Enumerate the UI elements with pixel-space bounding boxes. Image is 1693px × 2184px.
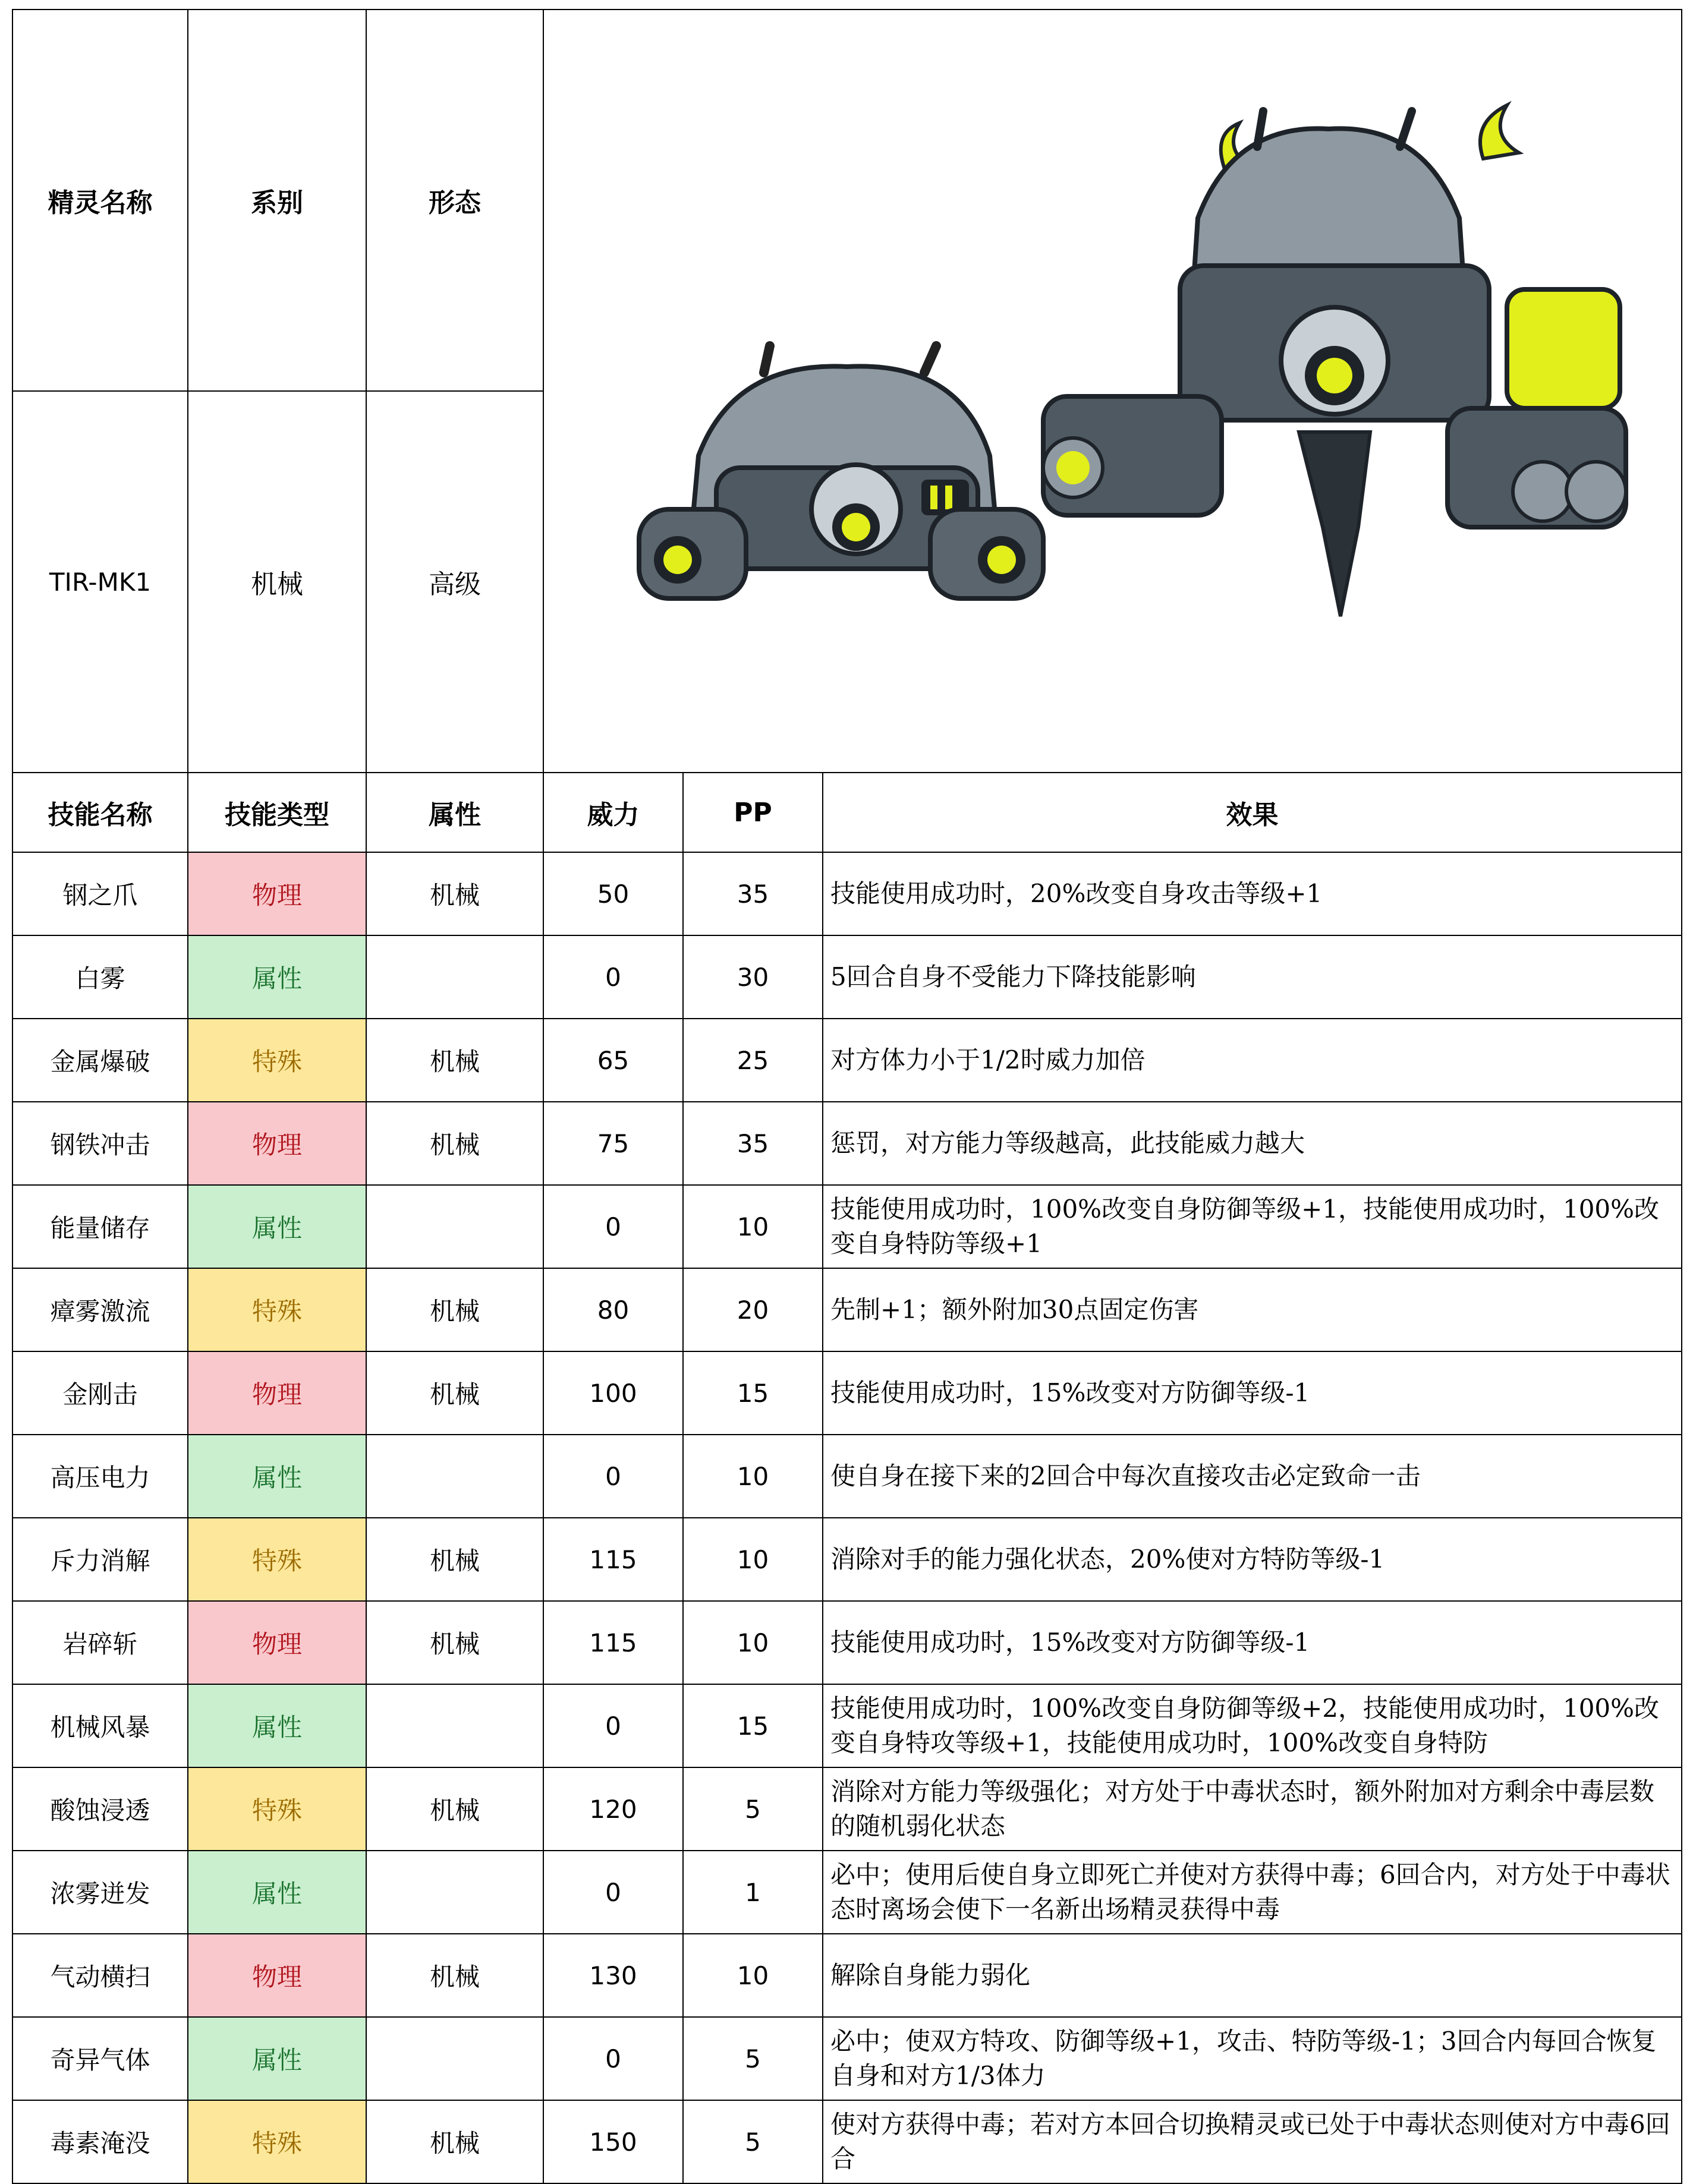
skill-pp: 10 bbox=[683, 1185, 823, 1268]
skill-effect: 对方体力小于1/2时威力加倍 bbox=[823, 1019, 1682, 1102]
skill-effect: 消除对方能力等级强化；对方处于中毒状态时，额外附加对方剩余中毒层数的随机弱化状态 bbox=[823, 1767, 1682, 1851]
skill-power: 0 bbox=[543, 2017, 683, 2100]
skill-row bbox=[12, 2017, 1682, 2100]
skill-type-badge: 特殊 bbox=[188, 1518, 366, 1601]
skill-power: 75 bbox=[543, 1102, 683, 1185]
skill-name: 金属爆破 bbox=[12, 1019, 188, 1102]
header-skill-attribute: 属性 bbox=[366, 773, 543, 852]
skill-pp: 5 bbox=[683, 2017, 823, 2100]
skill-type-badge: 物理 bbox=[188, 852, 366, 935]
skill-type-badge: 特殊 bbox=[188, 2100, 366, 2183]
skill-attribute: 机械 bbox=[366, 1518, 543, 1601]
skill-effect: 先制+1；额外附加30点固定伤害 bbox=[823, 1268, 1682, 1351]
element-value: 机械 bbox=[188, 391, 366, 773]
skill-row bbox=[12, 852, 1682, 935]
skill-row bbox=[12, 1351, 1682, 1435]
skill-power: 50 bbox=[543, 852, 683, 935]
skill-attribute bbox=[366, 1851, 543, 1934]
skill-effect: 使对方获得中毒；若对方本回合切换精灵或已处于中毒状态则使对方中毒6回合 bbox=[823, 2100, 1682, 2183]
skill-row bbox=[12, 1019, 1682, 1102]
skill-pp: 25 bbox=[683, 1019, 823, 1102]
skill-type-badge: 属性 bbox=[188, 1185, 366, 1268]
skill-name: 钢之爪 bbox=[12, 852, 188, 935]
skill-pp: 10 bbox=[683, 1934, 823, 2017]
skill-pp: 15 bbox=[683, 1351, 823, 1435]
skill-pp: 5 bbox=[683, 1767, 823, 1851]
skill-rows bbox=[12, 852, 1682, 2183]
skill-power: 100 bbox=[543, 1351, 683, 1435]
skill-row bbox=[12, 1518, 1682, 1601]
form-value: 高级 bbox=[366, 391, 543, 773]
large-mecha-image bbox=[1043, 105, 1626, 616]
header-skill-name: 技能名称 bbox=[12, 773, 188, 852]
artwork-cell bbox=[543, 10, 1682, 773]
skill-name: 毒素淹没 bbox=[12, 2100, 188, 2183]
skill-attribute: 机械 bbox=[366, 1934, 543, 2017]
skill-power: 150 bbox=[543, 2100, 683, 2183]
skill-pp: 35 bbox=[683, 1102, 823, 1185]
skill-power: 0 bbox=[543, 935, 683, 1019]
skill-attribute bbox=[366, 1185, 543, 1268]
skill-pp: 15 bbox=[683, 1684, 823, 1767]
skill-attribute: 机械 bbox=[366, 2100, 543, 2183]
header-pp: PP bbox=[683, 773, 823, 852]
skill-row bbox=[12, 1851, 1682, 1934]
skill-type-badge: 物理 bbox=[188, 1601, 366, 1684]
skill-pp: 20 bbox=[683, 1268, 823, 1351]
skill-type-badge: 特殊 bbox=[188, 1767, 366, 1851]
skills-table bbox=[12, 772, 1682, 2184]
skill-power: 0 bbox=[543, 1435, 683, 1518]
skill-name: 酸蚀浸透 bbox=[12, 1767, 188, 1851]
skill-type-badge: 属性 bbox=[188, 2017, 366, 2100]
skill-power: 80 bbox=[543, 1268, 683, 1351]
skill-power: 130 bbox=[543, 1934, 683, 2017]
skill-name: 能量储存 bbox=[12, 1185, 188, 1268]
skill-power: 65 bbox=[543, 1019, 683, 1102]
skill-name: 岩碎斩 bbox=[12, 1601, 188, 1684]
skill-effect: 技能使用成功时，100%改变自身防御等级+2，技能使用成功时，100%改变自身特攻等级+1，技能使用成功时，100%改变自身特防 bbox=[823, 1684, 1682, 1767]
skill-effect: 技能使用成功时，15%改变对方防御等级-1 bbox=[823, 1351, 1682, 1435]
skill-name: 白雾 bbox=[12, 935, 188, 1019]
skill-name: 瘴雾激流 bbox=[12, 1268, 188, 1351]
skill-name: 高压电力 bbox=[12, 1435, 188, 1518]
skill-effect: 消除对手的能力强化状态，20%使对方特防等级-1 bbox=[823, 1518, 1682, 1601]
skill-attribute: 机械 bbox=[366, 1019, 543, 1102]
skill-row bbox=[12, 935, 1682, 1019]
skill-type-badge: 属性 bbox=[188, 1684, 366, 1767]
skill-name: 钢铁冲击 bbox=[12, 1102, 188, 1185]
skill-attribute: 机械 bbox=[366, 1601, 543, 1684]
skills-header-row bbox=[12, 773, 1682, 852]
skill-type-badge: 物理 bbox=[188, 1102, 366, 1185]
header-element: 系别 bbox=[188, 10, 366, 391]
header-skill-type: 技能类型 bbox=[188, 773, 366, 852]
small-mecha-image bbox=[639, 346, 1043, 598]
skill-row bbox=[12, 1684, 1682, 1767]
skill-pp: 5 bbox=[683, 2100, 823, 2183]
skill-row bbox=[12, 1435, 1682, 1518]
skill-attribute: 机械 bbox=[366, 1351, 543, 1435]
skill-attribute bbox=[366, 935, 543, 1019]
skill-effect: 惩罚，对方能力等级越高，此技能威力越大 bbox=[823, 1102, 1682, 1185]
header-effect: 效果 bbox=[823, 773, 1682, 852]
skill-attribute: 机械 bbox=[366, 1102, 543, 1185]
skill-name: 金刚击 bbox=[12, 1351, 188, 1435]
skill-type-badge: 物理 bbox=[188, 1934, 366, 2017]
skill-effect: 技能使用成功时，100%改变自身防御等级+1，技能使用成功时，100%改变自身特防等级+1 bbox=[823, 1185, 1682, 1268]
skill-effect: 使自身在接下来的2回合中每次直接攻击必定致命一击 bbox=[823, 1435, 1682, 1518]
header-form: 形态 bbox=[366, 10, 543, 391]
skill-effect: 技能使用成功时，20%改变自身攻击等级+1 bbox=[823, 852, 1682, 935]
sheet bbox=[12, 9, 1681, 2184]
skill-power: 115 bbox=[543, 1601, 683, 1684]
skill-effect: 技能使用成功时，15%改变对方防御等级-1 bbox=[823, 1601, 1682, 1684]
skill-pp: 10 bbox=[683, 1518, 823, 1601]
skill-effect: 5回合自身不受能力下降技能影响 bbox=[823, 935, 1682, 1019]
skill-row bbox=[12, 1185, 1682, 1268]
skill-type-badge: 特殊 bbox=[188, 1019, 366, 1102]
skill-attribute bbox=[366, 1684, 543, 1767]
skill-power: 0 bbox=[543, 1185, 683, 1268]
skill-type-badge: 属性 bbox=[188, 1435, 366, 1518]
header-spirit-name: 精灵名称 bbox=[12, 10, 188, 391]
skill-attribute bbox=[366, 1435, 543, 1518]
skill-power: 115 bbox=[543, 1518, 683, 1601]
skill-name: 机械风暴 bbox=[12, 1684, 188, 1767]
skill-row bbox=[12, 1767, 1682, 1851]
skill-row bbox=[12, 1601, 1682, 1684]
skill-name: 斥力消解 bbox=[12, 1518, 188, 1601]
skill-row bbox=[12, 1934, 1682, 2017]
skill-attribute: 机械 bbox=[366, 1268, 543, 1351]
skill-attribute: 机械 bbox=[366, 852, 543, 935]
skill-attribute: 机械 bbox=[366, 1767, 543, 1851]
skill-power: 0 bbox=[543, 1684, 683, 1767]
skill-pp: 1 bbox=[683, 1851, 823, 1934]
skill-name: 气动横扫 bbox=[12, 1934, 188, 2017]
skill-power: 120 bbox=[543, 1767, 683, 1851]
skill-type-badge: 属性 bbox=[188, 935, 366, 1019]
spirit-name-value: TIR-MK1 bbox=[12, 391, 188, 773]
skill-type-badge: 属性 bbox=[188, 1851, 366, 1934]
skill-pp: 10 bbox=[683, 1435, 823, 1518]
skill-type-badge: 物理 bbox=[188, 1351, 366, 1435]
skill-pp: 35 bbox=[683, 852, 823, 935]
skill-type-badge: 特殊 bbox=[188, 1268, 366, 1351]
skill-row bbox=[12, 1268, 1682, 1351]
skill-effect: 必中；使双方特攻、防御等级+1，攻击、特防等级-1；3回合内每回合恢复自身和对方1/3体力 bbox=[823, 2017, 1682, 2100]
skill-row bbox=[12, 1102, 1682, 1185]
profile-table bbox=[12, 9, 1682, 773]
skill-row bbox=[12, 2100, 1682, 2183]
artwork bbox=[544, 10, 1682, 772]
skill-pp: 10 bbox=[683, 1601, 823, 1684]
skill-effect: 必中；使用后使自身立即死亡并使对方获得中毒；6回合内，对方处于中毒状态时离场会使下一名新出场精灵获得中毒 bbox=[823, 1851, 1682, 1934]
skill-name: 奇异气体 bbox=[12, 2017, 188, 2100]
skill-attribute bbox=[366, 2017, 543, 2100]
skill-effect: 解除自身能力弱化 bbox=[823, 1934, 1682, 2017]
header-power: 威力 bbox=[543, 773, 683, 852]
skill-name: 浓雾迸发 bbox=[12, 1851, 188, 1934]
skill-power: 0 bbox=[543, 1851, 683, 1934]
skill-pp: 30 bbox=[683, 935, 823, 1019]
